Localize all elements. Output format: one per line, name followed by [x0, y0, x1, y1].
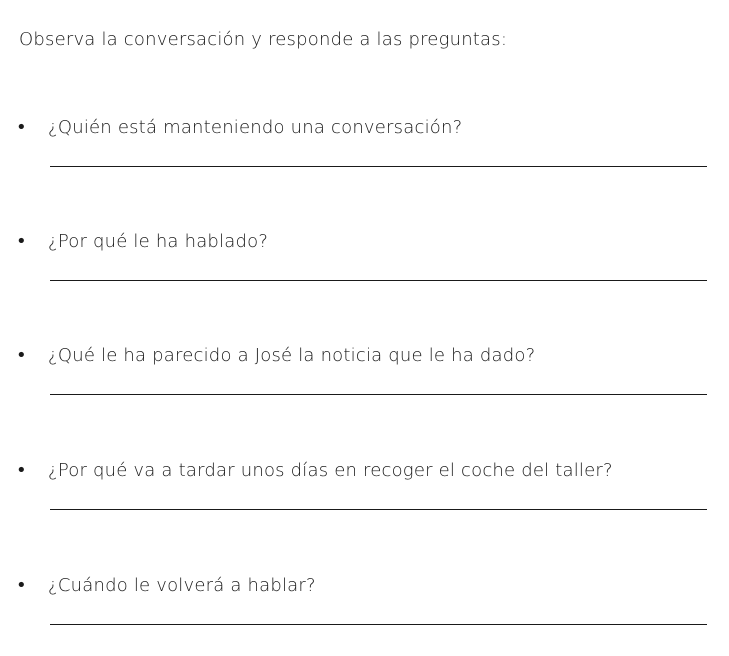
answer-line[interactable]	[50, 394, 707, 395]
question-item	[0, 575, 729, 645]
bullet-icon: •	[16, 460, 27, 481]
answer-line[interactable]	[50, 166, 707, 167]
bullet-icon: •	[16, 575, 27, 596]
bullet-icon: •	[16, 231, 27, 252]
instruction-text: Observa la conversación y responde a las preguntas:	[19, 29, 508, 50]
question-text: ¿Quién está manteniendo una conversación?	[48, 117, 463, 138]
question-text: ¿Qué le ha parecido a José la noticia que le ha dado?	[48, 345, 536, 366]
answer-line[interactable]	[50, 280, 707, 281]
question-item	[0, 345, 729, 415]
question-text: ¿Cuándo le volverá a hablar?	[48, 575, 316, 596]
question-text: ¿Por qué le ha hablado?	[48, 231, 269, 252]
bullet-icon: •	[16, 117, 27, 138]
question-text: ¿Por qué va a tardar unos días en recoger el coche del taller?	[48, 460, 613, 481]
question-item	[0, 117, 729, 187]
answer-line[interactable]	[50, 509, 707, 510]
answer-line[interactable]	[50, 624, 707, 625]
question-item	[0, 460, 729, 530]
bullet-icon: •	[16, 345, 27, 366]
question-item	[0, 231, 729, 301]
